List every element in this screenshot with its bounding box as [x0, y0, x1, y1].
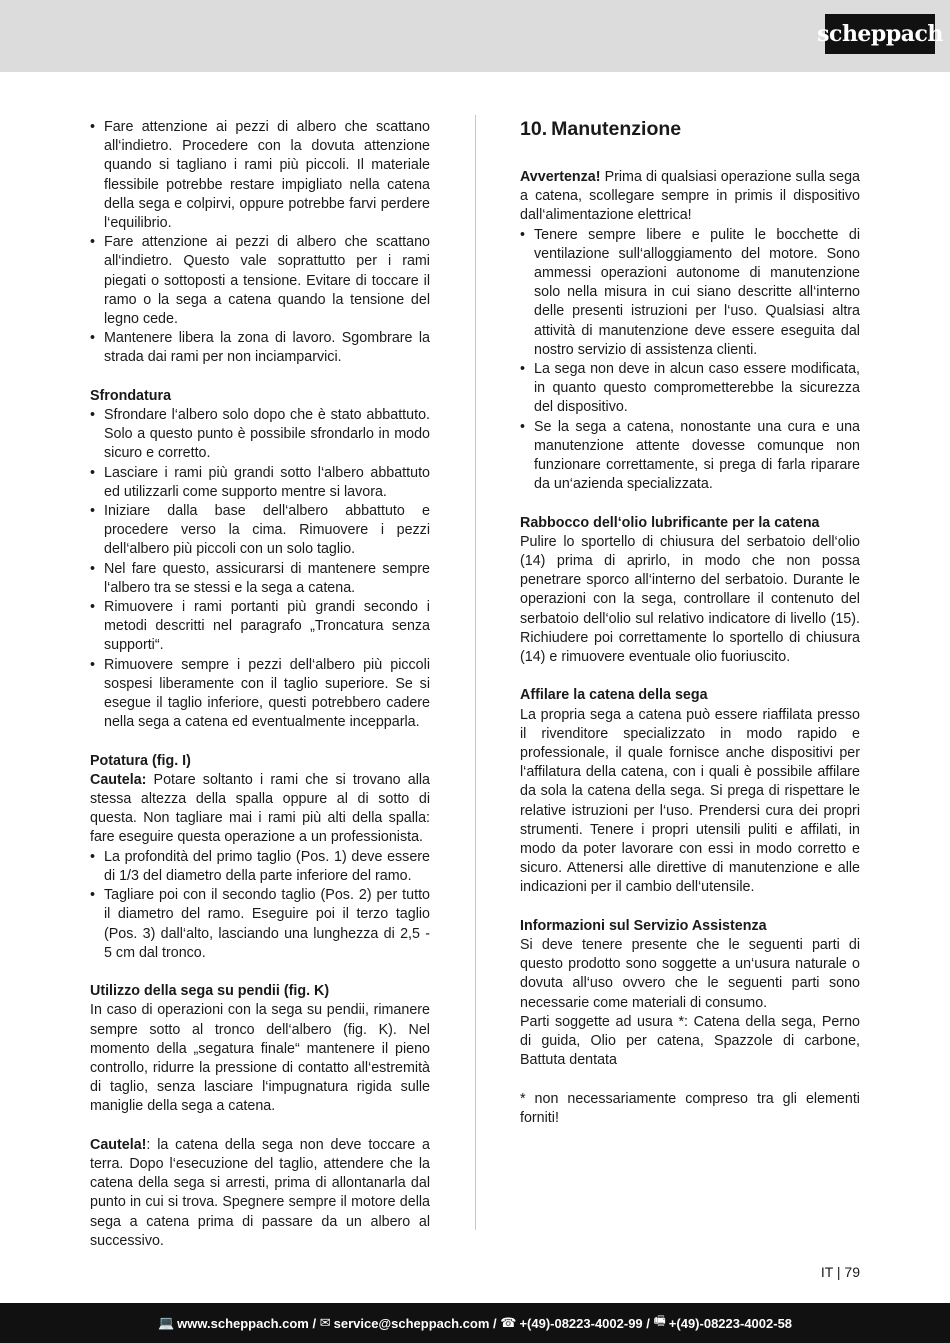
list-item: • Sfrondare l‘albero solo dopo che è stato abbattuto. Solo a questo punto è possibile sfrondarlo in modo sicuro e corretto. — [90, 406, 430, 464]
oil-paragraph: Pulire lo sportello di chiusura del serbatoio dell‘olio (14) prima di aprirlo, in modo che non possa penetrare sporco all‘interno del serbatoio. Durante le operazioni con la sega, controllare il contenuto del serbatoio dell‘olio sul relativo indicatore di livello (15). Richiudere poi correttamente lo sportello di chiusura (14) e rimuovere eventuale olio fuoriuscito. — [520, 533, 860, 666]
email-icon: ✉ — [319, 1315, 331, 1330]
list-item: • Iniziare dalla base dell‘albero abbattuto e procedere verso la cima. Rimuovere i pezzi dell‘albero più piccoli con un solo taglio. — [90, 502, 430, 560]
list-item: • Lasciare i rami più grandi sotto l‘albero abbattuto ed utilizzarli come supporto mentre si lavora. — [90, 464, 430, 502]
caution-label: Cautela: — [90, 771, 147, 788]
final-caution-paragraph — [90, 1136, 430, 1251]
service-paragraph: Si deve tenere presente che le seguenti parti di questo prodotto sono soggette a un‘usura naturale o dovuta all‘uso ovvero che le seguenti parti sono necessarie come materiali di consumo. — [520, 937, 860, 1011]
separator: / — [642, 1315, 654, 1331]
list-item: • La sega non deve in alcun caso essere modificata, in quanto questo comprometterebbe la sicurezza del dispositivo. — [520, 360, 860, 418]
safety-bullet-list — [90, 118, 430, 368]
footnote: * non necessariamente compreso tra gli elementi forniti! — [520, 1090, 860, 1126]
maintenance-bullet-list — [520, 226, 860, 495]
email-link[interactable]: service@scheppach.com — [333, 1315, 490, 1331]
section-heading-oil: Rabbocco dell‘olio lubrificante per la catena — [520, 514, 820, 531]
section-heading-service: Informazioni sul Servizio Assistenza — [520, 917, 767, 934]
caution-text: : la catena della sega non deve toccare a terra. Dopo l‘esecuzione del taglio, attendere che la catena della sega si arresti, prima di allontanarla dal punto in cui si trova. Spegnere sempre il motore della sega a catena prima di passare da un albero al successivo. — [90, 1136, 430, 1249]
phone-icon: ☎ — [500, 1315, 517, 1330]
pendii-paragraph: In caso di operazioni con la sega su pendii, rimanere sempre sotto al tronco dell‘albero (fig. K). Nel momento della „segatura finale“ mantenere il pieno controllo, ridurre la pressione di contatto all‘estremità di taglio, senza lasciare l‘impugnatura rigida sulle maniglie della sega a catena. — [90, 1002, 430, 1115]
list-item: • Tenere sempre libere e pulite le bocchette di ventilazione sull‘alloggiamento del motore. Sono ammessi operazioni autonome di manutenzione solo nella misura in cui siano descritte all‘interno delle presenti istruzioni per l‘uso. Qualsiasi altra attività di manutenzione deve essere eseguita dal nostro servizio di assistenza clienti. — [520, 226, 860, 360]
chapter-number: 10. — [520, 118, 548, 140]
footer-bar — [0, 1303, 950, 1343]
website-link[interactable]: www.scheppach.com — [177, 1315, 309, 1331]
section-heading-pendii: Utilizzo della sega su pendii (fig. K) — [90, 983, 330, 1000]
potatura-caution-paragraph — [90, 771, 430, 848]
right-column — [520, 118, 860, 1128]
list-item: • Rimuovere i rami portanti più grandi secondo i metodi descritti nel paragrafo „Troncatura senza supporti“. — [90, 598, 430, 656]
sharpen-paragraph: La propria sega a catena può essere riaffilata presso il rivenditore specializzato in modo rapido e professionale, il quale fornisce anche dispositivi per l‘affilatura della catena, con i quali è possibile affilare da sola la catena della sega. Si prega di rispettare le relative istruzioni per l‘uso. Prendersi cura dei propri strumenti. Tenere i propri utensili puliti e affilati, in modo da poter lavorare con essi in modo corretto e sicuro. Attenersi alle direttive di manutenzione e alle indicazioni per il cambio dell‘utensile. — [520, 706, 860, 896]
chapter-title-text: Manutenzione — [551, 118, 682, 140]
potatura-bullet-list — [90, 848, 430, 963]
section-heading-sharpen: Affilare la catena della sega — [520, 687, 708, 704]
left-column — [90, 118, 430, 1251]
separator: / — [308, 1315, 320, 1331]
caution-text: Potare soltanto i rami che si trovano alla stessa altezza della spalla oppure al di sotto di questa. Non tagliare mai i rami più alti della spalla: fare eseguire questa operazione a un professionista. — [90, 771, 430, 846]
chapter-title — [520, 118, 860, 140]
list-item: • Nel fare questo, assicurarsi di mantenere sempre l‘albero tra se stessi e la sega a catena. — [90, 560, 430, 598]
section-heading-potatura: Potatura (fig. I) — [90, 752, 191, 769]
fax-number: +(49)-08223-4002-58 — [668, 1315, 793, 1331]
list-item: • Fare attenzione ai pezzi di albero che scattano all‘indietro. Procedere con la dovuta attenzione quando si tagliano i rami più piccoli. Il materiale flessibile potrebbe restare impigliato nella catena della sega e colpirvi, oppure potrebbe farvi perdere l‘equilibrio. — [90, 118, 430, 233]
list-item: • Se la sega a catena, nonostante una cura e una manutenzione attente dovesse comunque non funzionare correttamente, si prega di farla riparare da un‘azienda specializzata. — [520, 418, 860, 495]
page-number: IT | 79 — [820, 1264, 860, 1280]
computer-icon: 💻 — [157, 1315, 175, 1330]
warning-paragraph — [520, 168, 860, 226]
list-item: • Fare attenzione ai pezzi di albero che scattano all‘indietro. Questo vale soprattutto per i rami piegati o sottoposti a tensione. Evitare di toccare il ramo o la sega a catena quando la tensione del legno cede. — [90, 233, 430, 329]
separator: / — [489, 1315, 501, 1331]
warning-text: Prima di qualsiasi operazione sulla sega a catena, scollegare sempre in primis il dispositivo dall‘alimentazione elettrica! — [520, 169, 860, 224]
wear-parts-paragraph: Parti soggette ad usura *: Catena della sega, Perno di guida, Olio per catena, Spazzole di carbone, Battuta dentata — [520, 1013, 860, 1069]
warning-label: Avvertenza! — [520, 169, 601, 185]
list-item: • Mantenere libera la zona di lavoro. Sgombrare la strada dai rami per non inciamparvici. — [90, 329, 430, 367]
fax-icon: 🖷 — [653, 1313, 666, 1328]
section-heading-sfrondatura: Sfrondatura — [90, 387, 172, 404]
phone-number: +(49)-08223-4002-99 — [519, 1315, 643, 1331]
caution-label: Cautela! — [90, 1136, 147, 1153]
sfrondatura-bullet-list — [90, 406, 430, 732]
list-item: • La profondità del primo taglio (Pos. 1) deve essere di 1/3 del diametro della parte inferiore del ramo. — [90, 848, 430, 886]
column-divider — [475, 115, 476, 1230]
scheppach-logo: scheppach — [825, 14, 935, 54]
list-item: • Rimuovere sempre i pezzi dell‘albero più piccoli sospesi liberamente con il taglio superiore. Se si esegue il taglio inferiore, questi potrebbero cadere nella sega a catena ed eventualmente incepparla. — [90, 656, 430, 733]
header-band — [0, 0, 950, 72]
list-item: • Tagliare poi con il secondo taglio (Pos. 2) per tutto il diametro del ramo. Eseguire poi il terzo taglio (Pos. 3) dall‘alto, lasciando una lunghezza di 2,5 - 5 cm dal tronco. — [90, 886, 430, 963]
